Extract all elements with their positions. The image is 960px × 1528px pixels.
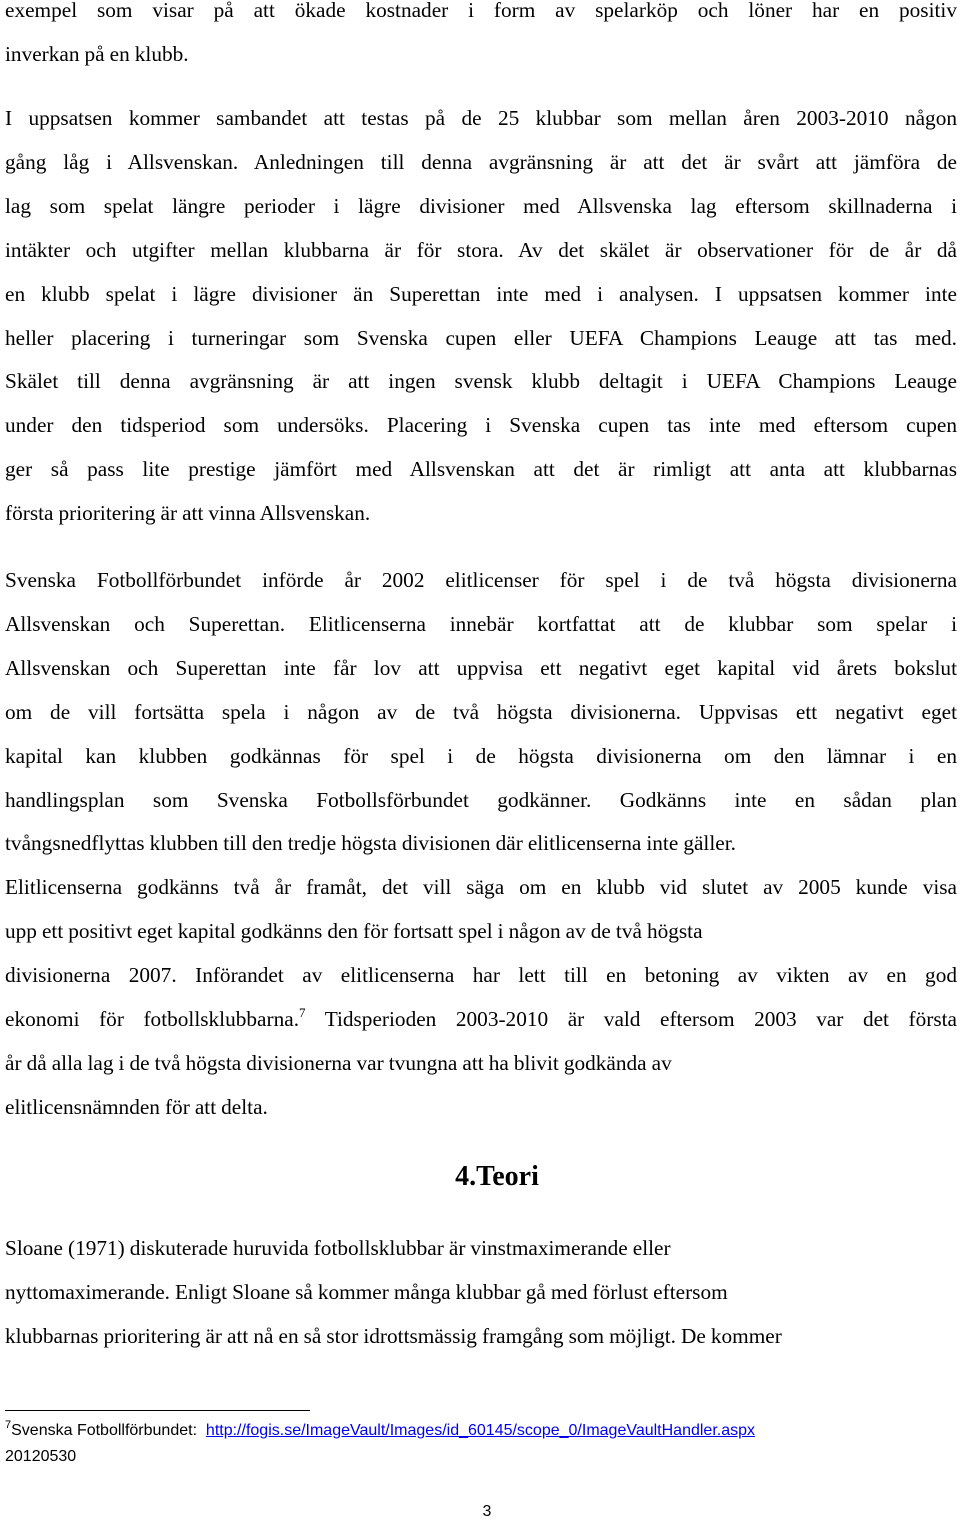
footnote-link[interactable]: http://fogis.se/ImageVault/Images/id_60145/scope_0/ImageVaultHandler.aspx: [205, 1422, 756, 1439]
text-line: Elitlicenserna godkänns två år framåt, det vill säga om en klubb vid slutet av 2005 kunde visa: [5, 875, 957, 900]
text-fragment: ekonomi för fotbollsklubbarna.: [5, 1007, 300, 1032]
text-line: Sloane (1971) diskuterade huruvida fotbollsklubbar är vinstmaximerande eller: [5, 1236, 671, 1260]
text-line: I uppsatsen kommer sambandet att testas på de 25 klubbar som mellan åren 2003-2010 någon: [5, 106, 957, 130]
section-heading: 4.Teori: [455, 1161, 539, 1192]
text-line: lag som spelat längre perioder i lägre divisioner med Allsvenska lag eftersom skillnaderna i: [5, 193, 957, 218]
text-line: Skälet till denna avgränsning är att ingen svensk klubb deltagit i UEFA Champions Leauge: [5, 369, 957, 394]
text-line: exempel som visar på att ökade kostnader i form av spelarköp och löner har en positiv: [5, 0, 957, 22]
footnote-line: [5, 1418, 955, 1444]
footnote-reference[interactable]: 7: [299, 1005, 306, 1021]
text-line: kapital kan klubben godkännas för spel i de högsta divisionerna om den lämnar i en: [5, 743, 957, 768]
text-line: om de vill fortsätta spela i någon av de två högsta divisionerna. Uppvisas ett negativt eget: [5, 699, 957, 724]
text-line: intäkter och utgifter mellan klubbarna är för stora. Av det skälet är observationer för de år då: [5, 237, 957, 262]
text-line: handlingsplan som Svenska Fotbollsförbundet godkänner. Godkänns inte en sådan plan: [5, 787, 957, 812]
text-line: en klubb spelat i lägre divisioner än Superettan inte med i analysen. I uppsatsen kommer inte: [5, 281, 957, 306]
text-line: elitlicensnämnden för att delta.: [5, 1094, 268, 1119]
text-line: gång låg i Allsvenskan. Anledningen till denna avgränsning är att det är svårt att jämföra de: [5, 149, 957, 174]
text-line: upp ett positivt eget kapital godkänns den för fortsatt spel i någon av de två högsta: [5, 919, 703, 944]
text-line: klubbarnas prioritering är att nå en så stor idrottsmässig framgång som möjligt. De kommer: [5, 1323, 782, 1348]
paragraph-elitlicens: [5, 559, 957, 1130]
text-line: tvångsnedflyttas klubben till den tredje högsta divisionen där elitlicenserna inte gäller.: [5, 831, 736, 856]
text-line: heller placering i turneringar som Svenska cupen eller UEFA Champions Leauge att tas med.: [5, 325, 957, 350]
text-line: under den tidsperiod som undersöks. Placering i Svenska cupen tas inte med eftersom cupen: [5, 413, 957, 438]
text-line-with-footnote: [5, 998, 957, 1042]
footnote: [5, 1418, 955, 1470]
footnote-mark: 7: [5, 1419, 12, 1431]
footnote-label: Svenska Fotbollförbundet:: [11, 1422, 202, 1439]
page-number: 3: [482, 1503, 492, 1520]
text-line: Allsvenskan och Superettan inte får lov att uppvisa ett negativt eget kapital vid årets bokslut: [5, 655, 957, 680]
paragraph-scope: [5, 97, 957, 536]
text-line: år då alla lag i de två högsta divisionerna var tvungna att ha blivit godkända av: [5, 1050, 672, 1075]
text-line: inverkan på en klubb.: [5, 41, 189, 66]
text-line: Svenska Fotbollförbundet införde år 2002 elitlicenser för spel i de två högsta divisionerna: [5, 568, 957, 592]
text-line: Allsvenskan och Superettan. Elitlicenserna innebär kortfattat att de klubbar som spelar i: [5, 611, 957, 636]
text-line: ger så pass lite prestige jämfört med Allsvenskan att det är rimligt att anta att klubbarnas: [5, 457, 957, 482]
paragraph-intro: [5, 0, 957, 77]
paragraph-theory: [5, 1227, 957, 1359]
text-line: divisionerna 2007. Införandet av elitlicenserna har lett till en betoning av vikten av en god: [5, 963, 957, 988]
text-line: nyttomaximerande. Enligt Sloane så kommer många klubbar gå med förlust eftersom: [5, 1279, 728, 1304]
text-fragment: Tidsperioden 2003-2010 är vald eftersom 2003 var det första: [305, 1007, 958, 1032]
footnote-date: 20120530: [5, 1448, 77, 1465]
text-line: första prioritering är att vinna Allsvenskan.: [5, 501, 371, 526]
footnote-divider: [5, 1410, 310, 1411]
